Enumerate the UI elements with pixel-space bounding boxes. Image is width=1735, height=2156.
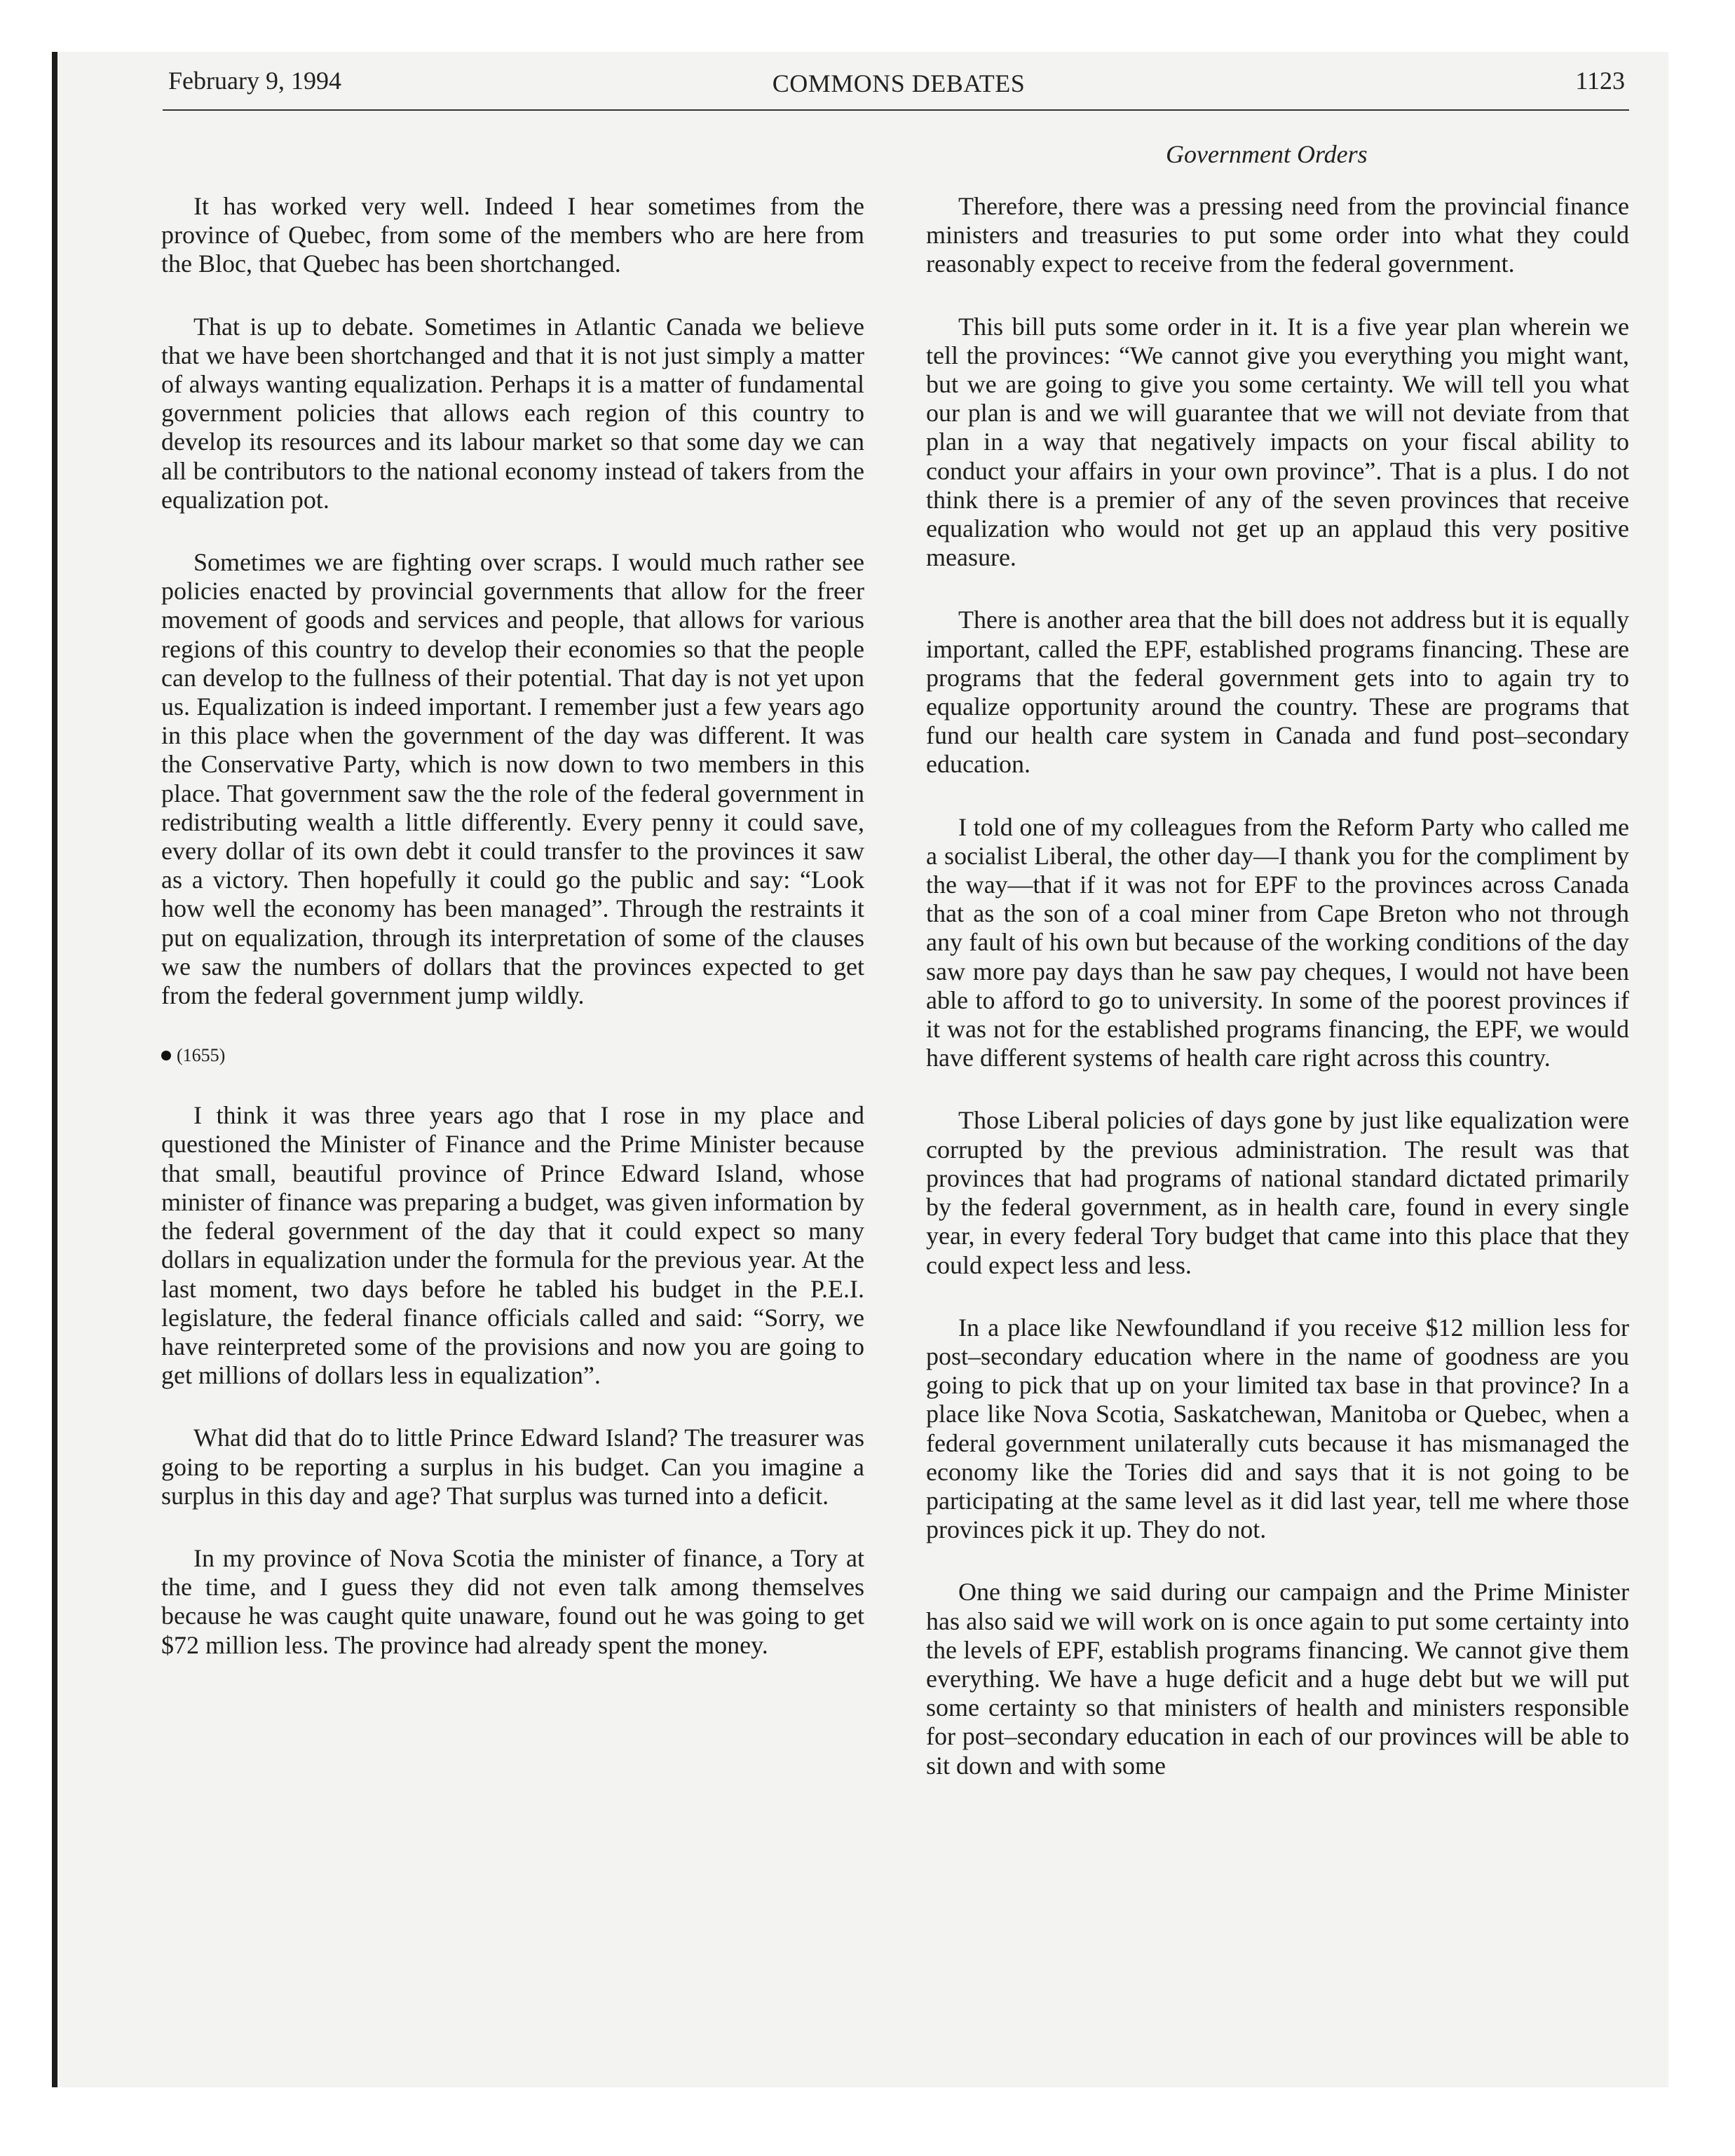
paragraph: In my province of Nova Scotia the minister of finance, a Tory at the time, and I guess they did not even talk among themselves because he was caught quite unaware, found out he was going to get $72 million less. The province had already spent the money. xyxy=(161,1543,864,1659)
paragraph: That is up to debate. Sometimes in Atlantic Canada we believe that we have been shortchanged and that it is not just simply a matter of always wanting equalization. Perhaps it is a matter of fundamental government policies that allows each region of this country to develop its resources and its labour market so that some day we can all be contributors to the national economy instead of takers from the equalization pot. xyxy=(161,312,864,514)
paragraph: I think it was three years ago that I rose in my place and questioned the Minister of Finance and the Prime Minister because that small, beautiful province of Prince Edward Island, whose minister of finance was preparing a budget, was given information by the federal government of the day that it could expect so many dollars in equalization under the formula for the previous year. At the last moment, two days before he tabled his budget in the P.E.I. legislature, the federal finance officials called and said: “Sorry, we have reinterpreted some of the provisions and now you are going to get millions of dollars less in equalization”. xyxy=(161,1101,864,1390)
section-label: Government Orders xyxy=(1166,140,1368,168)
paragraph: One thing we said during our campaign and the Prime Minister has also said we will work on is once again to put some certainty into the levels of EPF, establish programs financing. We cannot give them everything. We have a huge deficit and a huge debt but we will put some certainty so that ministers of health and ministers responsible for post–secondary education in each of our provinces will be able to sit down and with some xyxy=(926,1578,1629,1780)
paragraph: Therefore, there was a pressing need from the provincial finance ministers and treasuries to put some order into what they could reasonably expect to receive from the federal government. xyxy=(926,192,1629,278)
paragraph: Those Liberal policies of days gone by just like equalization were corrupted by the previous administration. The result was that provinces that had programs of national standard dictated primarily by the federal government, as in health care, found in every single year, in every federal Tory budget that came into this place that they could expect less and less. xyxy=(926,1106,1629,1279)
time-marker xyxy=(161,1044,864,1067)
paragraph: Sometimes we are fighting over scraps. I would much rather see policies enacted by provincial governments that allow for the freer movement of goods and services and people, that allows for various regions of this country to develop their economies so that the people can develop to the fullness of their potential. That day is not yet upon us. Equalization is indeed important. I remember just a few years ago in this place when the government of the day was different. It was the Conservative Party, which is now down to two members in this place. That government saw the the role of the federal government in redistributing wealth a little differently. Every penny it could save, every dollar of its own debt it could transfer to the provinces it saw as a victory. Then hopefully it could go the public and say: “Look how well the economy has been managed”. Through the restraints it put on equalization, through its interpretation of some of the clauses we saw the numbers of dollars that the provinces expected to get from the federal government jump wildly. xyxy=(161,548,864,1010)
header-page-number: 1123 xyxy=(1575,67,1625,95)
paragraph: What did that do to little Prince Edward Island? The treasurer was going to be reporting a surplus in his budget. Can you imagine a surplus in this day and age? That surplus was turned into a deficit. xyxy=(161,1424,864,1510)
paragraph: This bill puts some order in it. It is a five year plan wherein we tell the provinces: “We cannot give you everything you might want, but we are going to give you some certainty. We will tell you what our plan is and we will guarantee that we will not deviate from that plan in a way that negatively impacts on your fiscal ability to conduct your affairs in your own province”. That is a plus. I do not think there is a premier of any of the seven provinces that receive equalization who would not get up an applaud this very positive measure. xyxy=(926,312,1629,572)
left-column xyxy=(161,192,864,1660)
scanned-page xyxy=(52,52,1668,2087)
paragraph: In a place like Newfoundland if you receive $12 million less for post–secondary education where in the name of goodness are you going to pick that up on your limited tax base in that province? In a place like Nova Scotia, Saskatchewan, Manitoba or Quebec, when a federal government unilaterally cuts because it has mismanaged the economy like the Tories did and says that it is not going to be participating at the same level as it did last year, tell me where those provinces pick it up. They do not. xyxy=(926,1313,1629,1544)
time-marker-text: (1655) xyxy=(177,1045,226,1066)
header-publication: COMMONS DEBATES xyxy=(772,69,1026,97)
header-date: February 9, 1994 xyxy=(168,67,341,95)
right-column xyxy=(926,192,1629,1780)
header-rule xyxy=(163,109,1629,111)
paragraph: I told one of my colleagues from the Reform Party who called me a socialist Liberal, the other day—I thank you for the compliment by the way—that if it was not for EPF to the provinces across Canada that as the son of a coal miner from Cape Breton who not through any fault of his own but because of the working conditions of the day saw more pay days than he saw pay cheques, I would not have been able to afford to go to university. In some of the poorest provinces if it was not for the established programs financing, the EPF, we would have different systems of health care right across this country. xyxy=(926,812,1629,1072)
running-head xyxy=(168,66,1629,101)
binding-edge xyxy=(52,52,57,2087)
paragraph: It has worked very well. Indeed I hear sometimes from the province of Quebec, from some of the members who are here from the Bloc, that Quebec has been shortchanged. xyxy=(161,192,864,278)
paragraph: There is another area that the bill does not address but it is equally important, called the EPF, established programs financing. These are programs that the federal government gets into to again try to equalize opportunity around the country. These are programs that fund our health care system in Canada and fund post–secondary education. xyxy=(926,606,1629,779)
bullet-icon xyxy=(161,1051,171,1060)
